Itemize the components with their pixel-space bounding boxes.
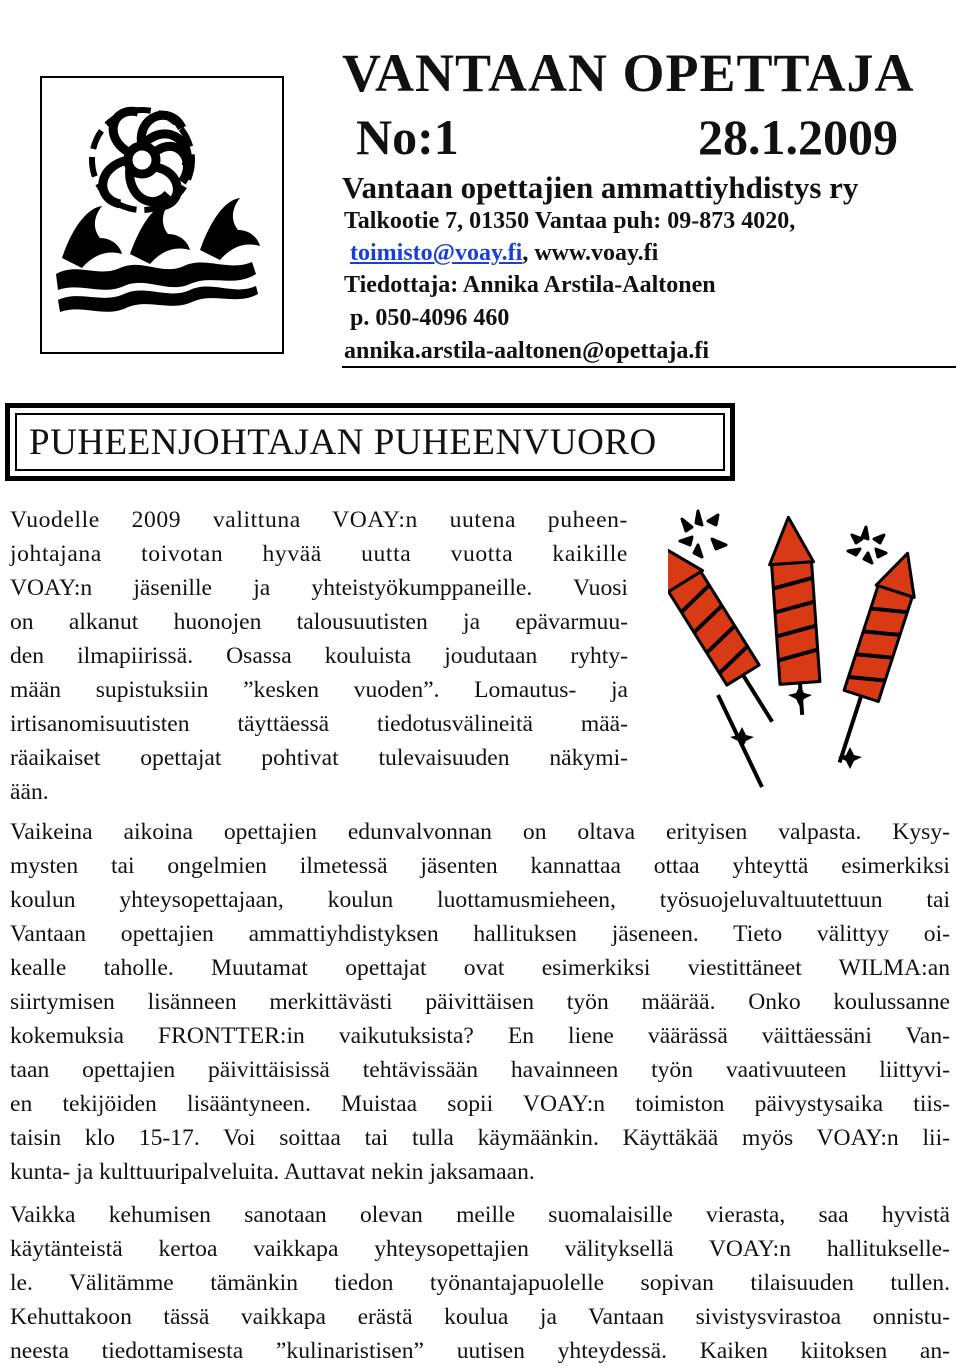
rockets-illustration: [668, 505, 958, 790]
text-line: mysten tai ongelmien ilmetessä jäsenten kannattaa ottaa yhteyttä esimerkiksi: [10, 853, 950, 879]
text-line: Kehuttakoon tässä vaikkapa erästä koulua ja Vantaan sivistysvirastoa onnistu-: [10, 1304, 950, 1330]
email-web-line: [344, 240, 658, 267]
text-line: neesta tiedottamisesta ”kulinaristisen” uutisen yhteydessä. Kaiken kiitoksen an-: [10, 1338, 950, 1364]
text-line: irtisanomisuutisten täyttäessä tiedotusvälineitä mää-: [10, 711, 628, 737]
text-line: en tekijöiden lisääntyneen. Muistaa sopii VOAY:n toimiston päivystysaika tiis-: [10, 1091, 950, 1117]
text-line: Vuodelle 2009 valittuna VOAY:n uutena puheen-: [10, 507, 628, 533]
paragraph-intro: [10, 503, 628, 809]
logo-frame: [40, 76, 284, 354]
text-line: Vaikka kehumisen sanotaan olevan meille suomalaisille vierasta, saa hyvistä: [10, 1202, 950, 1228]
section-heading: PUHEENJOHTAJAN PUHEENVUORO: [15, 413, 725, 471]
website-text: , www.voay.fi: [522, 240, 659, 266]
text-line: Vantaan opettajien ammattiyhdistyksen hallituksen jäseneen. Tieto välittyy oi-: [10, 921, 950, 947]
issue-number: No:1: [356, 109, 459, 165]
text-line: käytänteistä kertoa vaikkapa yhteysopettajien välityksellä VOAY:n hallitukselle-: [10, 1236, 950, 1262]
editor-email: annika.arstila-aaltonen@opettaja.fi: [344, 338, 709, 364]
text-line: kunta- ja kulttuuripalveluita. Auttavat nekin jaksamaan.: [10, 1159, 535, 1185]
organization-name: Vantaan opettajien ammattiyhdistys ry: [342, 170, 859, 205]
text-line: kealle taholle. Muutamat opettajat ovat esimerkiksi viestittäneet WILMA:an: [10, 955, 950, 981]
text-line: ään.: [10, 779, 49, 805]
text-line: koulun yhteysopettajaan, koulun luottamusmieheen, työsuojeluvaltuutettuun tai: [10, 887, 950, 913]
text-line: mään supistuksiin ”kesken vuoden”. Lomautus- ja: [10, 677, 628, 703]
editor-line: Tiedottaja: Annika Arstila-Aaltonen: [344, 272, 716, 298]
masthead-divider: [342, 366, 956, 368]
firework-rockets-icon: [668, 505, 958, 790]
text-line: VOAY:n jäsenille ja yhteistyökumppaneille. Vuosi: [10, 575, 628, 601]
paragraph-praise: [10, 1198, 950, 1368]
text-line: taisin klo 15-17. Voi soittaa tai tulla käymäänkin. Käyttäkää myös VOAY:n lii-: [10, 1125, 950, 1151]
text-line: räaikaiset opettajat pohtivat tulevaisuuden näkymi-: [10, 745, 628, 771]
text-line: Vaikeina aikoina opettajien edunvalvonnan on oltava erityisen valpasta. Kysy-: [10, 819, 950, 845]
issue-line: [356, 108, 898, 166]
text-line: den ilmapiirissä. Osassa kouluista joudutaan ryhty-: [10, 643, 628, 669]
email-link[interactable]: toimisto@voay.fi: [350, 240, 523, 266]
text-line: johtajana toivotan hyvää uutta vuotta kaikille: [10, 541, 628, 567]
issue-date: 28.1.2009: [698, 109, 898, 165]
address-line: Talkootie 7, 01350 Vantaa puh: 09-873 4020,: [344, 208, 796, 234]
phone-line: p. 050-4096 460: [350, 305, 510, 331]
text-line: siirtymisen lisänneen merkittävästi päivittäisen työn määrää. Onko koulussanne: [10, 989, 950, 1015]
text-line: le. Välitämme tämänkin tiedon työnantajapuolelle sopivan tilaisuuden tullen.: [10, 1270, 950, 1296]
paragraph-advocacy: [10, 815, 950, 1189]
text-line: kokemuksia FRONTTER:in vaikutuksista? En liene väärässä väittäessäni Van-: [10, 1023, 950, 1049]
union-logo-icon: [42, 78, 282, 352]
section-banner: [5, 403, 735, 481]
text-line: on alkanut huonojen talousuutisten ja epävarmuu-: [10, 609, 628, 635]
text-line: taan opettajien päivittäisissä tehtävissään havainneen työn vaativuuteen liittyvi-: [10, 1057, 950, 1083]
newsletter-title: VANTAAN OPETTAJA: [342, 43, 915, 103]
